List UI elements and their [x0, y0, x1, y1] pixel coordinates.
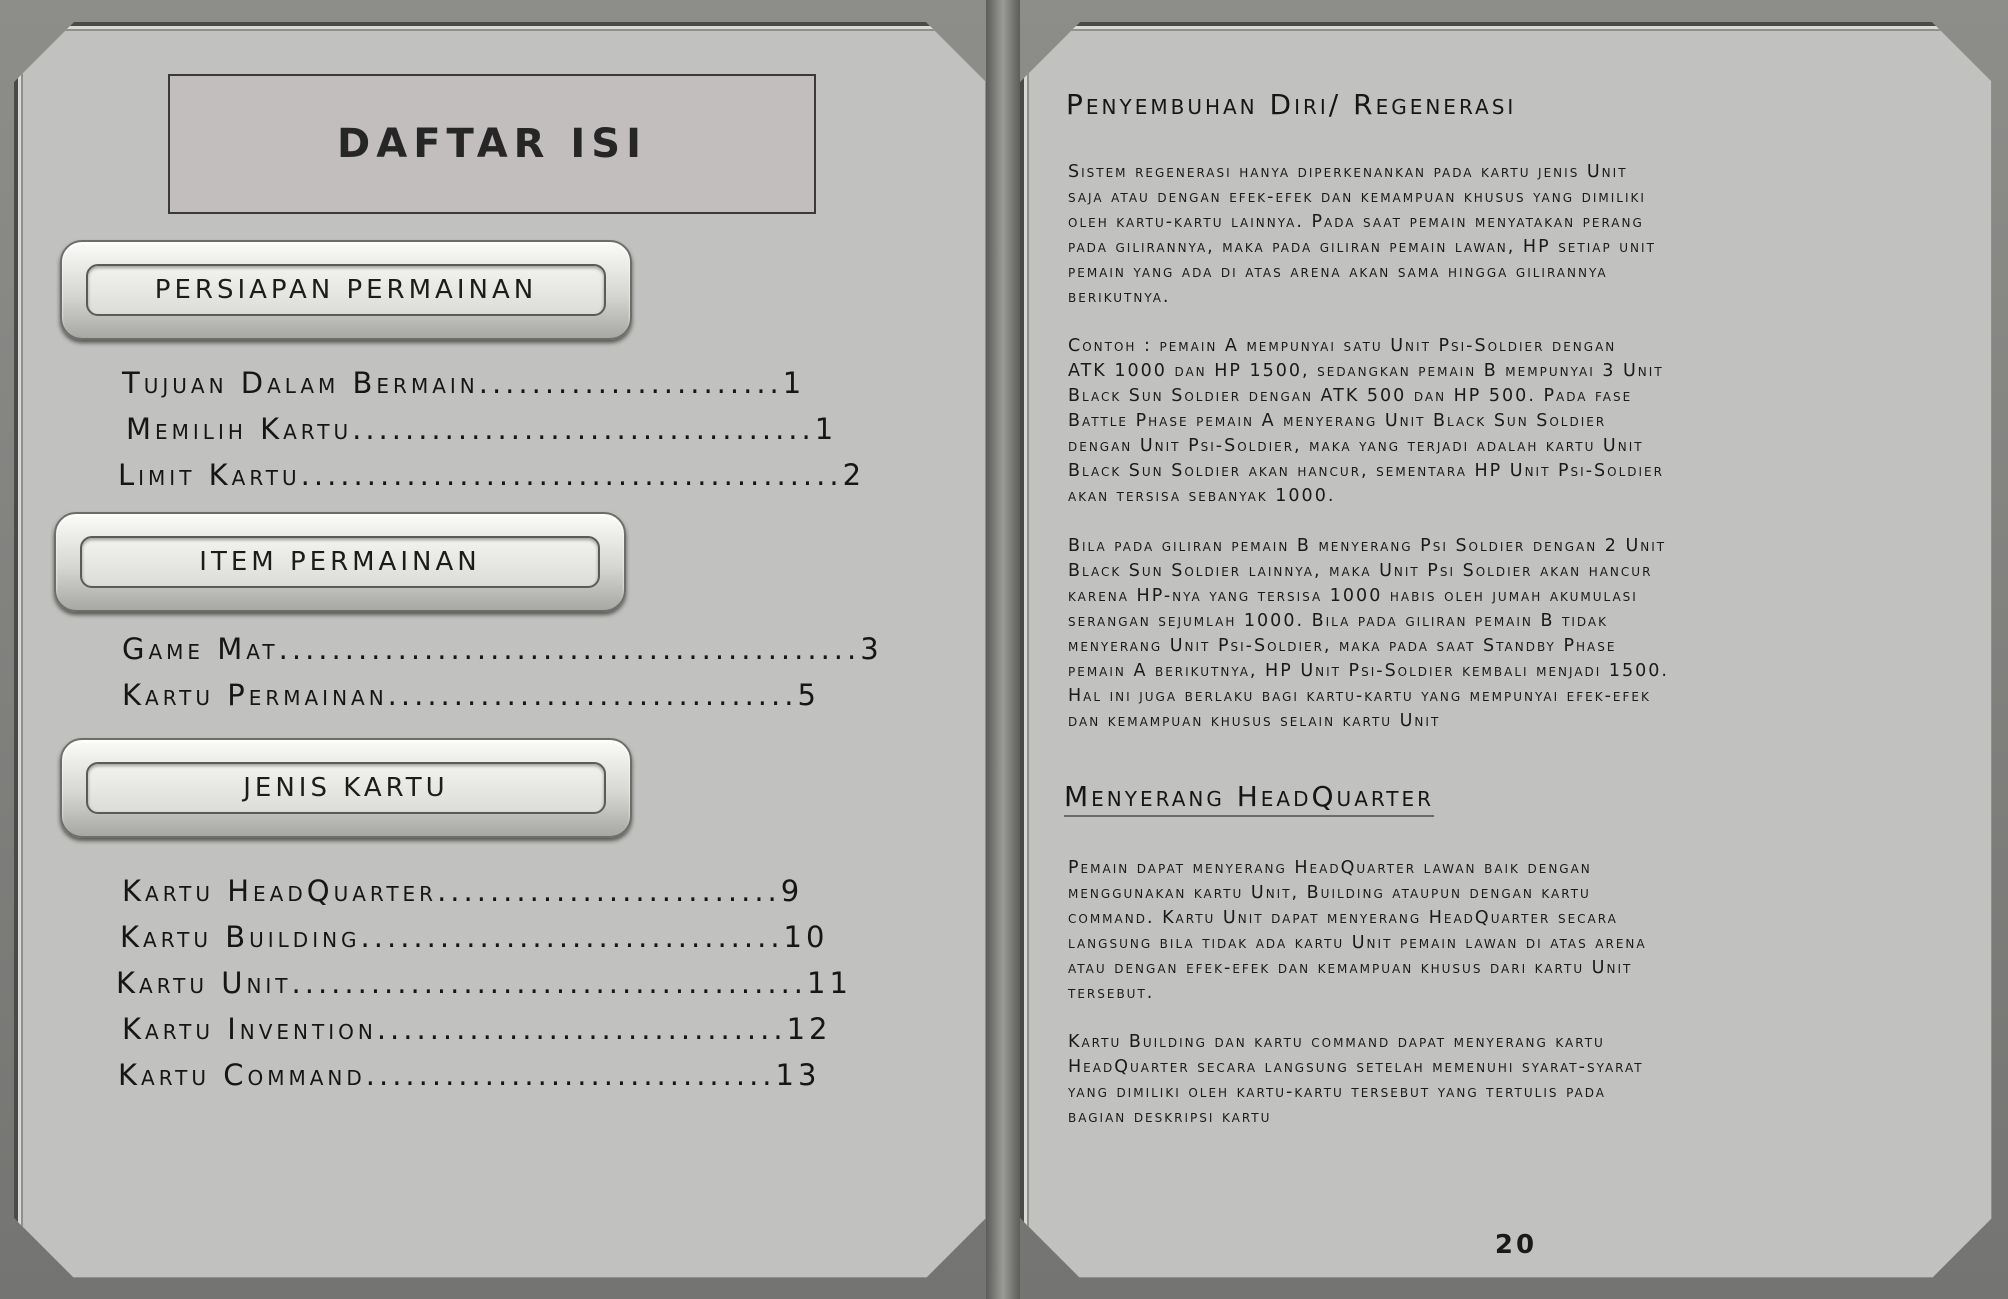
paragraph: Kartu Building dan kartu command dapat menyerang kartu HeadQuarter secara langsung setelah memenuhi syarat-syarat yang dimiliki oleh kartu-kartu tersebut yang tertulis pada bagian deskripsi kartu [1068, 1032, 1644, 1127]
page-number: 20 [1494, 1230, 1538, 1260]
toc-entry: Limit Kartu.........................................2 [118, 458, 866, 492]
toc-entry: Memilih Kartu...................................1 [126, 412, 838, 446]
toc-entry: Kartu Unit.......................................11 [116, 966, 852, 1000]
toc-title-box [168, 74, 816, 214]
section-jenis-kartu [60, 738, 632, 838]
section-label: PERSIAPAN PERMAINAN [86, 264, 606, 316]
section-heading: Menyerang HeadQuarter [1064, 780, 1434, 817]
section-label: ITEM PERMAINAN [80, 536, 600, 588]
section-persiapan-permainan [60, 240, 632, 340]
paragraph: Pemain dapat menyerang HeadQuarter lawan baik dengan menggunakan kartu Unit, Building ataupun dengan kartu command. Kartu Unit dapat menyerang HeadQuarter secara langsung bila tidak ada kartu Unit pemain lawan di atas arena atau dengan efek-efek dan kemampuan khusus dari kartu Unit tersebut. [1068, 858, 1647, 1003]
toc-entry: Kartu Invention...............................12 [122, 1012, 832, 1046]
toc-title: DAFTAR ISI [337, 121, 647, 167]
section-item-permainan [54, 512, 626, 612]
toc-entry: Kartu HeadQuarter..........................9 [122, 874, 804, 908]
paragraph: Contoh : pemain A mempunyai satu Unit Psi-Soldier dengan ATK 1000 dan HP 1500, sedangkan pemain B mempunyai 3 Unit Black Sun Soldier dengan ATK 500 dan HP 500. Pada fase Battle Phase pemain A menyerang Unit Black Sun Soldier dengan Unit Psi-Soldier, maka yang terjadi adalah kartu Unit Black Sun Soldier akan hancur, sementara HP Unit Psi-Soldier akan tersisa sebanyak 1000. [1068, 336, 1664, 506]
paragraph: Bila pada giliran pemain B menyerang Psi Soldier dengan 2 Unit Black Sun Soldier lainnya, maka Unit Psi Soldier akan hancur karena HP-nya yang tersisa 1000 habis oleh jumah akumulasi serangan sejumlah 1000. Bila pada giliran pemain B tidak menyerang Unit Psi-Soldier, maka pada saat Standby Phase pemain A berikutnya, HP Unit Psi-Soldier kembali menjadi 1500. Hal ini juga berlaku bagi kartu-kartu yang mempunyai efek-efek dan kemampuan khusus selain kartu Unit [1068, 536, 1669, 731]
book-spine [986, 0, 1020, 1299]
section-heading: Penyembuhan Diri/ Regenerasi [1066, 88, 1517, 121]
toc-entry: Game Mat............................................3 [122, 632, 883, 666]
toc-entry: Kartu Building................................10 [120, 920, 829, 954]
toc-entry: Kartu Permainan...............................5 [122, 678, 820, 712]
section-label: JENIS KARTU [86, 762, 606, 814]
toc-entry: Tujuan Dalam Bermain.......................1 [122, 366, 806, 400]
paragraph: Sistem regenerasi hanya diperkenankan pada kartu jenis Unit saja atau dengan efek-efek dan kemampuan khusus yang dimiliki oleh kartu-kartu lainnya. Pada saat pemain menyatakan perang pada gilirannya, maka pada giliran pemain lawan, HP setiap unit pemain yang ada di atas arena akan sama hingga gilirannya berikutnya. [1068, 162, 1656, 307]
toc-entry: Kartu Command...............................13 [118, 1058, 821, 1092]
